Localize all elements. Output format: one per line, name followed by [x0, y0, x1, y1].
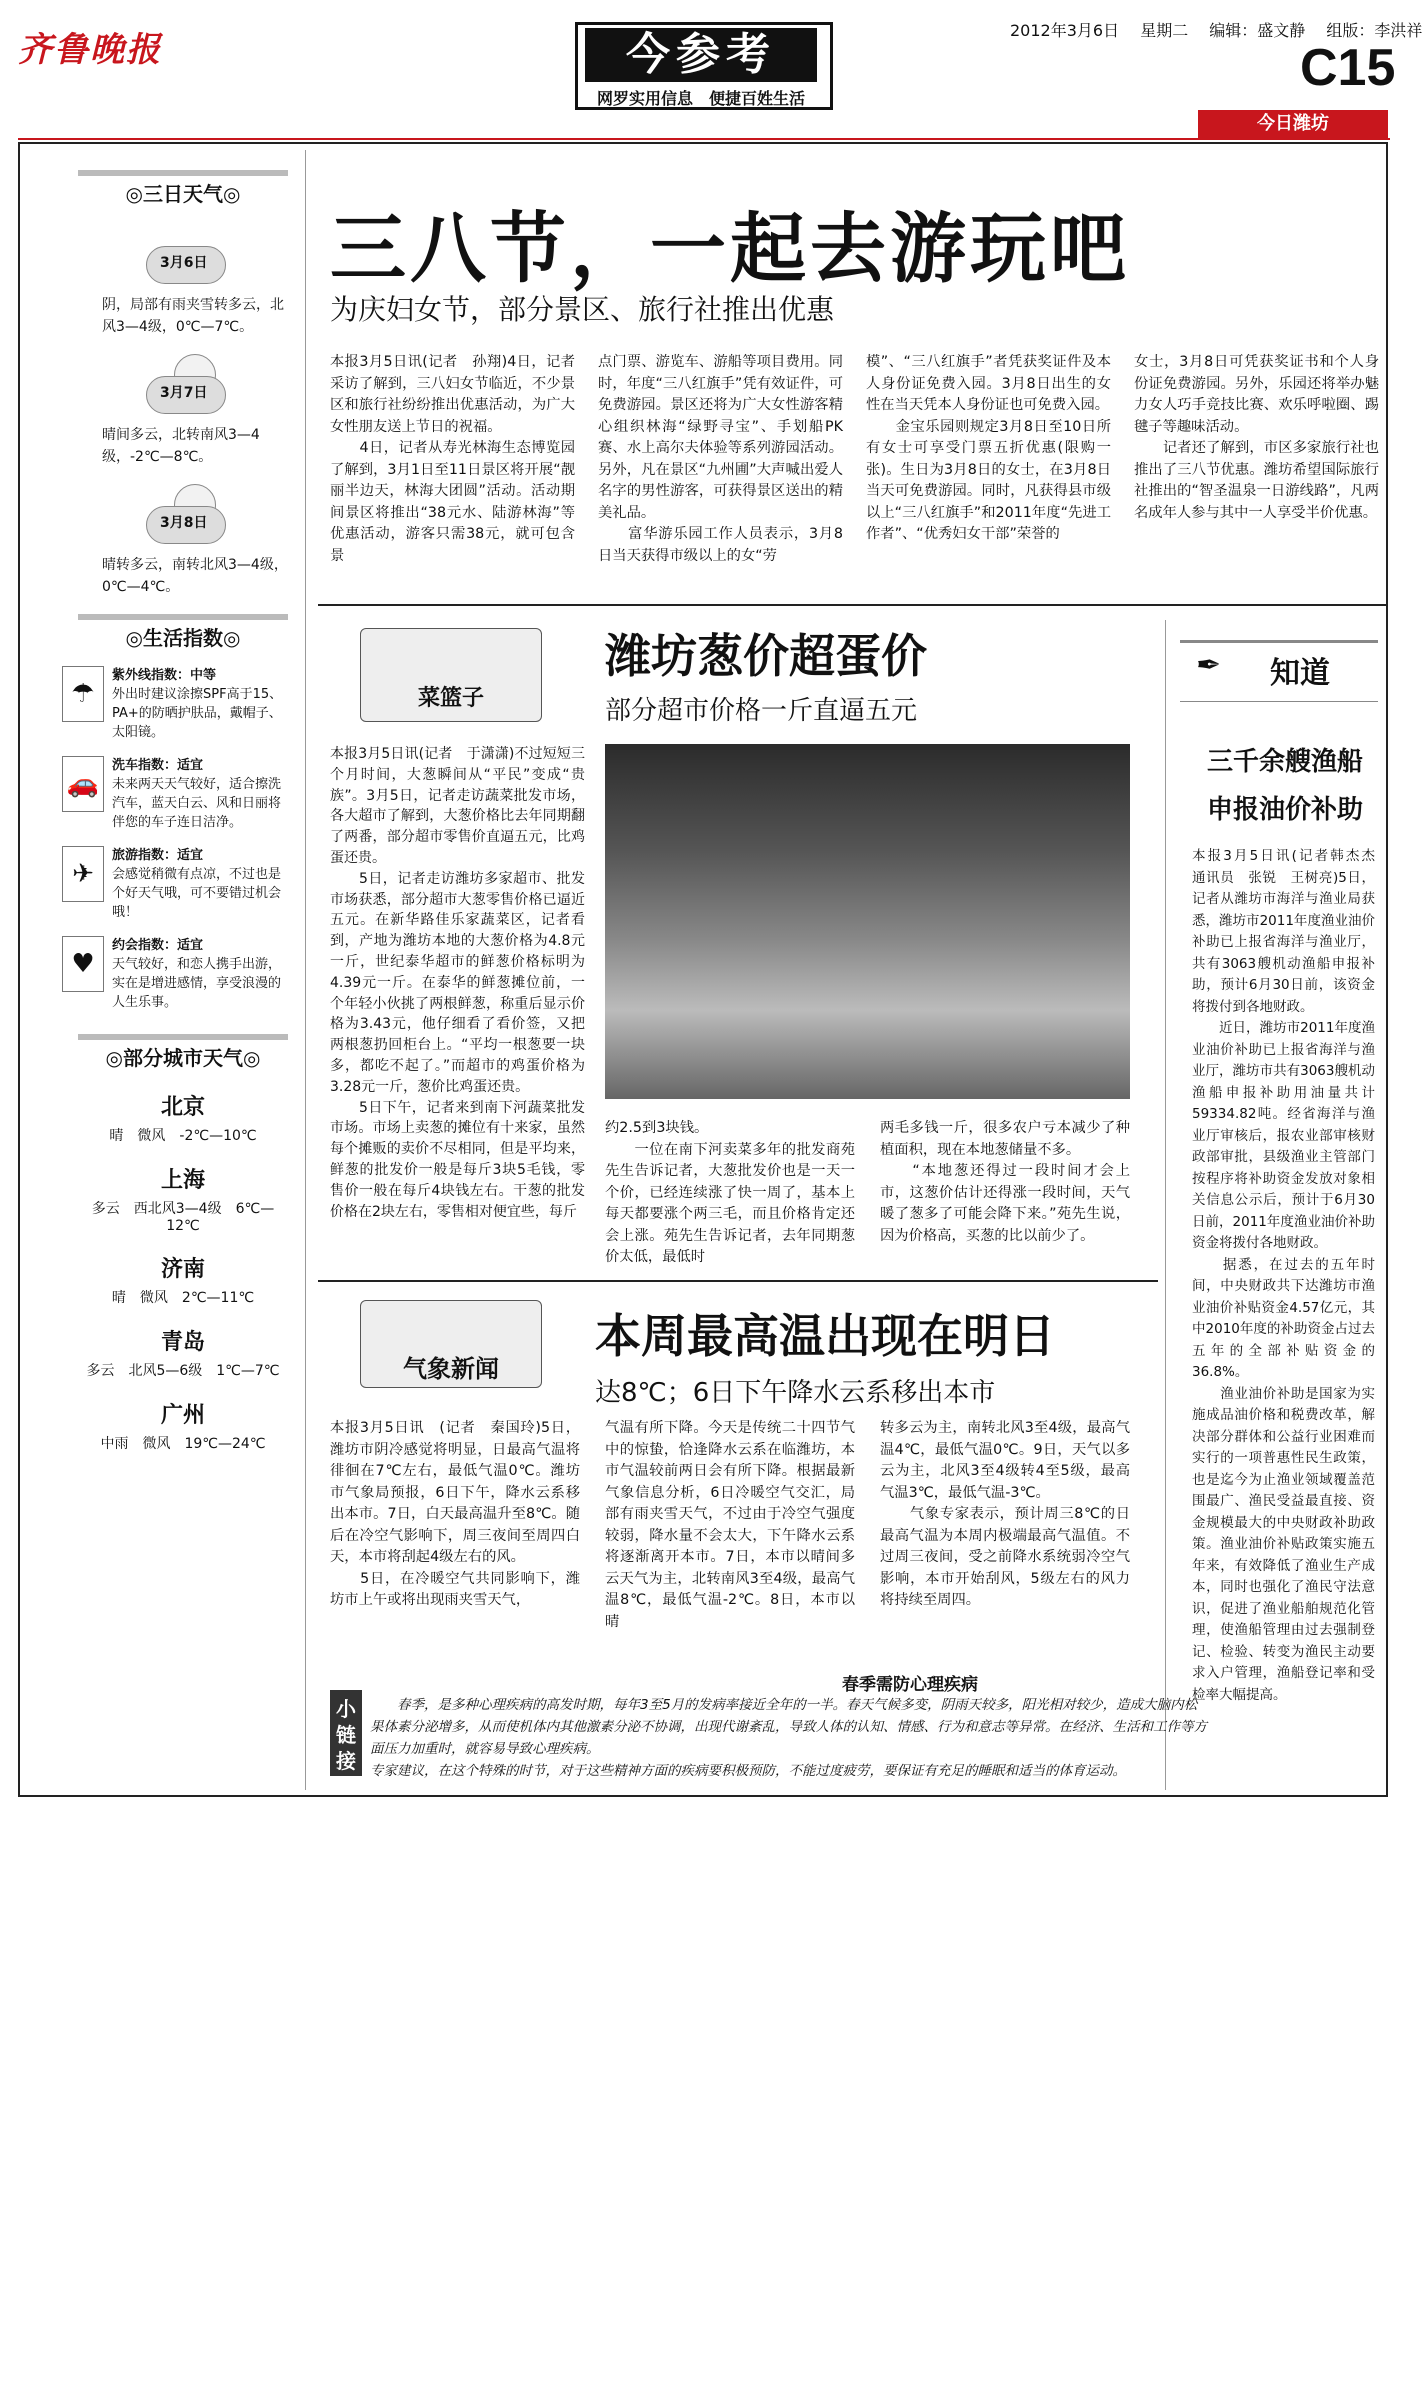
- life-item-text: 会感觉稍微有点凉，不过也是个好天气哦，可不要错过机会哦！: [112, 867, 282, 920]
- editor: 编辑：盛文静: [1209, 21, 1306, 40]
- city-wx: 中雨 微风 19℃—24℃: [100, 1436, 266, 1452]
- city-weather: [78, 1090, 288, 1145]
- forecast-text: 晴间多云，北转南风3—4级，-2℃—8℃。: [102, 427, 260, 465]
- article2-col: 约2.5到3块钱。 一位在南下河卖菜多年的批发商苑先生告诉记者，大葱批发价也是一天一个价，已经连续涨了快一周了，基本上每天都要涨个两三毛，而且价格肯定还会上涨。苑先生告诉记者，去年同期葱价太低，最低时: [605, 1120, 855, 1265]
- article1-col: 点门票、游览车、游船等项目费用。同时，年度“三八红旗手”凭有效证件，可免费游园。景区还将为广大女性游客精心组织林海“绿野寻宝”、手划船PK赛、水上高尔夫体验等系列游园活动。另外，凡在景区“九州圃”大声喊出爱人名字的男性游客，可获得景区送出的精美礼品。 富华游乐园工作人员表示，3月8日当天获得市级以上的女“劳: [598, 354, 843, 564]
- article3-headline: 本周最高温出现在明日: [595, 1309, 1055, 1363]
- airplane-icon: ✈: [62, 846, 104, 902]
- life-item-title: 紫外线指数：中等: [112, 668, 217, 683]
- region-rule: [18, 138, 1390, 140]
- life-item-title: 约会指数：适宜: [112, 938, 204, 953]
- article3-col: 转多云为主，南转北风3至4级，最高气温4℃，最低气温0℃。9日，天气以多云为主，北风3至4级转4至5级，最高气温3℃，最低气温-3℃。 气象专家表示，预计周三8℃的日最高气温为本周内极端最高气温值。不过周三夜间，受之前降水系统弱冷空气影响，本市开始刮风，5级左右的风力将持续至周四。: [880, 1420, 1130, 1608]
- paper-logo: 齐鲁晚报: [18, 30, 162, 70]
- zhidao-tab: 知道: [1270, 656, 1330, 691]
- city-wx: 多云 北风5—6级 1℃—7℃: [86, 1363, 280, 1379]
- umbrella-icon: ☂: [62, 666, 104, 722]
- city-weather: [78, 1252, 288, 1307]
- article1-col: 本报3月5日讯(记者 孙翔)4日，记者采访了解到，三八妇女节临近，不少景区和旅行社纷纷推出优惠活动，为广大女性朋友送上节日的祝福。 4日，记者从寿光林海生态博览园了解到，3月1日至11日景区将开展“靓丽半边天，林海大团圆”活动。活动期间景区将推出“38元水、陆游林海”等优惠活动，游客只需38元，就可包含景: [330, 354, 575, 564]
- forecast-date: 3月7日: [160, 385, 208, 401]
- sidebar-divider: [305, 150, 306, 1790]
- issue-date: 2012年3月6日: [1010, 21, 1120, 40]
- forecast-date: 3月6日: [160, 255, 208, 271]
- life-item: [62, 936, 288, 1012]
- article2-lead-col: 本报3月5日讯(记者 于潇潇)不过短短三个月时间，大葱瞬间从“平民”变成“贵族”。3月5日，记者走访蔬菜批发市场，各大超市了解到，大葱价格比去年同期翻了两番，部分超市零售价直逼五元，比鸡蛋还贵。 5日，记者走访潍坊多家超市、批发市场获悉，部分超市大葱零售价格已逼近五元。在新华路佳乐家蔬菜区，记者看到，产地为潍坊本地的大葱价格为4.8元一斤，世纪泰华超市的鲜葱价格标明为4.39元一斤。在泰华的鲜葱摊位前，一个年轻小伙挑了两根鲜葱，称重后显示价格为3.43元，他仔细看了看价签，又把两根葱扔回柜台上。“平均一根葱要一块多，都吃不起了。”而超市的鸡蛋价格为3.28元一斤，葱价比鸡蛋还贵。 5日下午，记者来到南下河蔬菜批发市场。市场上卖葱的摊位有十来家，虽然每个摊贩的卖价不尽相同，但是平均来，鲜葱的批发价一般是每斤3块5毛钱，零售价一般在每斤4块钱左右。干葱的批发价格在2块左右，零售相对便宜些，每斤: [330, 746, 585, 1220]
- right-divider: [1165, 620, 1166, 1790]
- forecast-text: 阴，局部有雨夹雪转多云，北风3—4级，0℃—7℃。: [102, 297, 284, 335]
- column-title: 今参考: [585, 28, 817, 82]
- city-wx: 多云 西北风3—4级 6℃—12℃: [91, 1201, 275, 1234]
- life-item-text: 未来两天天气较好，适合擦洗汽车，蓝天白云、风和日丽将伴您的车子连日洁净。: [112, 777, 282, 830]
- article1-col: 模”、“三八红旗手”者凭获奖证件及本人身份证免费入园。3月8日出生的女性在当天凭本人身份证也可免费入园。 金宝乐园则规定3月8日至10日所有女士可享受门票五折优惠(限购一张)。生日为3月8日的女士，在3月8日当天可免费游园。同时，凡获得县市级以上“三八红旗手”和2011年度“先进工作者”、“优秀妇女干部”荣誉的: [866, 354, 1111, 542]
- article1-headline: 三八节，一起去游玩吧: [330, 204, 1130, 293]
- article3-col: 气温有所下降。今天是传统二十四节气中的惊蛰，恰逢降水云系在临潍坊，本市气温较前两日会有所下降。根据最新气象信息分析，6日冷暖空气交汇，局部有雨夹雪天气，不过由于冷空气强度较弱，降水量不会太大，下午降水云系将逐渐离开本市。7日，本市以晴间多云天气为主，北转南风3至4级，最高气温8℃，最低气温-2℃。8日，本市以晴: [605, 1420, 855, 1630]
- section-rule: [318, 1280, 1158, 1282]
- city-weather: [78, 1325, 288, 1380]
- zhidao-text: 本报3月5日讯(记者韩杰杰 通讯员 张锐 王树亮)5日，记者从潍坊市海洋与渔业局获悉，潍坊市2011年度渔业油价补助已上报省海洋与渔业厅，共有3063艘机动渔船申报补助，预计6月30日前，该资金将拨付到各地财政。 近日，潍坊市2011年度渔业油价补助已上报省海洋与渔业厅，潍坊市共有3063艘机动渔船申报补助用油量共计59334.82吨。经省海洋与渔业厅审核后，报农业部审核财政部审批，县级渔业主管部门按程序将补助资金发放对象相关信息公示后，预计于6月30日前，2011年度渔业油价补助资金将拨付各地财政。 据悉，在过去的五年时间，中央财政共下达潍坊市渔业油价补贴资金4.57亿元，其中2010年度的补助资金占过去五年的全部补贴资金的36.8%。 渔业油价补助是国家为实施成品油价格和税费改革，解决部分群体和公益行业困难而实行的一项普惠性民生政策，也是迄今为止渔业领域覆盖范围最广、渔民受益最直接、资金规模最大的中央财政补助政策。渔业油价补贴政策实施五年来，有效降低了渔业生产成本，同时也强化了渔民守法意识，促进了渔业船舶规范化管理，使渔船管理由过去强制登记、检验、转变为渔民主动要求入户管理，渔船登记率和受检率大幅提高。: [1192, 848, 1375, 1703]
- article3-col: 本报3月5日讯 (记者 秦国玲)5日，潍坊市阴冷感觉将明显，日最高气温将徘徊在7℃左右，最低气温0℃。潍坊市气象局预报，6日下午，降水云系移出本市。7日，白天最高温升至8℃。随后在冷空气影响下，周三夜间至周四白天，本市将刮起4级左右的风。 5日，在冷暖空气共同影响下，潍坊市上午或将出现雨夹雪天气，: [330, 1420, 580, 1608]
- designer: 组版：李洪祥: [1326, 21, 1422, 40]
- weather-title: ◎三日天气◎: [78, 170, 288, 208]
- sun-cloud-icon: [138, 480, 228, 550]
- life-item-text: 外出时建议涂擦SPF高于15、PA+的防晒护肤品，戴帽子、太阳镜。: [112, 687, 283, 740]
- article1-subhead: 为庆妇女节，部分景区、旅行社推出优惠: [330, 293, 835, 326]
- life-item: [62, 846, 288, 922]
- city-name: 济南: [160, 1257, 205, 1282]
- link-text: 春季，是多种心理疾病的高发时期，每年3至5月的发病率接近全年的一半。春天气候多变，阴雨天较多，阳光相对较少，造成大脑内松果体素分泌增多，从而使机体内其他激素分泌不协调，出现代谢紊乱，导致人体的认知、情感、行为和意志等异常。在经济、生活和工作等方面压力加重时，就容易导致心理疾病。 专家建议，在这个特殊的时节，对于这些精神方面的疾病要积极预防，不能过度疲劳，要保证有充足的睡眠和适当的体育运动。: [370, 1697, 1207, 1779]
- zhidao-headline: 三千余艘渔船申报油价补助: [1206, 747, 1363, 825]
- city-wx: 晴 微风 2℃—11℃: [111, 1290, 255, 1306]
- article2-col: 两毛多钱一斤，很多农户亏本减少了种植面积，现在本地葱储量不多。 “本地葱还得过一段时间才会上市，这葱价估计还得涨一段时间，天气暖了葱多了可能会降下来。”苑先生说，因为价格高，买葱的比以前少了。: [880, 1120, 1130, 1244]
- article3-subhead: 达8℃；6日下午降水云系移出本市: [595, 1378, 996, 1408]
- region-tab: 今日潍坊: [1198, 110, 1388, 138]
- column-slogan: 网罗实用信息 便捷百姓生活: [596, 89, 805, 108]
- issue-weekday: 星期二: [1140, 21, 1189, 40]
- weather-news-badge: 气象新闻: [360, 1300, 542, 1388]
- article2-subhead: 部分超市价格一斤直逼五元: [605, 696, 918, 726]
- section-rule: [318, 604, 1388, 606]
- city-weather-title: ◎部分城市天气◎: [78, 1034, 288, 1072]
- life-index-title: ◎生活指数◎: [78, 614, 288, 652]
- page-number: C15: [1300, 39, 1396, 97]
- city-weather: [78, 1398, 288, 1453]
- city-wx: 晴 微风 -2℃—10℃: [109, 1128, 257, 1144]
- couple-icon: ♥: [62, 936, 104, 992]
- quill-icon: ✒: [1196, 648, 1222, 683]
- life-item-title: 旅游指数：适宜: [112, 848, 204, 863]
- basket-badge: 菜篮子: [360, 628, 542, 722]
- life-item-text: 天气较好，和恋人携手出游，实在是增进感情，享受浪漫的人生乐事。: [112, 957, 282, 1010]
- link-label: 小链接: [330, 1690, 362, 1776]
- link-title: 春季需防心理疾病: [842, 1675, 978, 1695]
- sun-cloud-icon: [138, 350, 228, 420]
- car-icon: 🚗: [62, 756, 104, 812]
- life-item: [62, 756, 288, 832]
- life-item-title: 洗车指数：适宜: [112, 758, 204, 773]
- city-name: 青岛: [160, 1330, 205, 1355]
- article2-headline: 潍坊葱价超蛋价: [605, 629, 927, 683]
- city-name: 广州: [160, 1403, 205, 1428]
- sidebar: [66, 170, 288, 1453]
- forecast-date: 3月8日: [160, 515, 208, 531]
- forecast-text: 晴转多云，南转北风3—4级，0℃—4℃。: [102, 557, 288, 595]
- cloud-icon: [138, 220, 228, 290]
- city-name: 北京: [160, 1095, 205, 1120]
- city-weather: [78, 1163, 288, 1234]
- city-name: 上海: [160, 1168, 205, 1193]
- life-item: [62, 666, 288, 742]
- green-onion-market-photo: [605, 744, 1130, 1099]
- article1-col: 女士，3月8日可凭获奖证书和个人身份证免费游园。另外，乐园还将举办魅力女人巧手竞技比赛、欢乐呼啦圈、踢毽子等趣味活动。 记者还了解到，市区多家旅行社也推出了三八节优惠。潍坊希望国际旅行社推出的“智圣温泉一日游线路”，凡两名成年人参与其中一人享受半价优惠。: [1134, 354, 1379, 521]
